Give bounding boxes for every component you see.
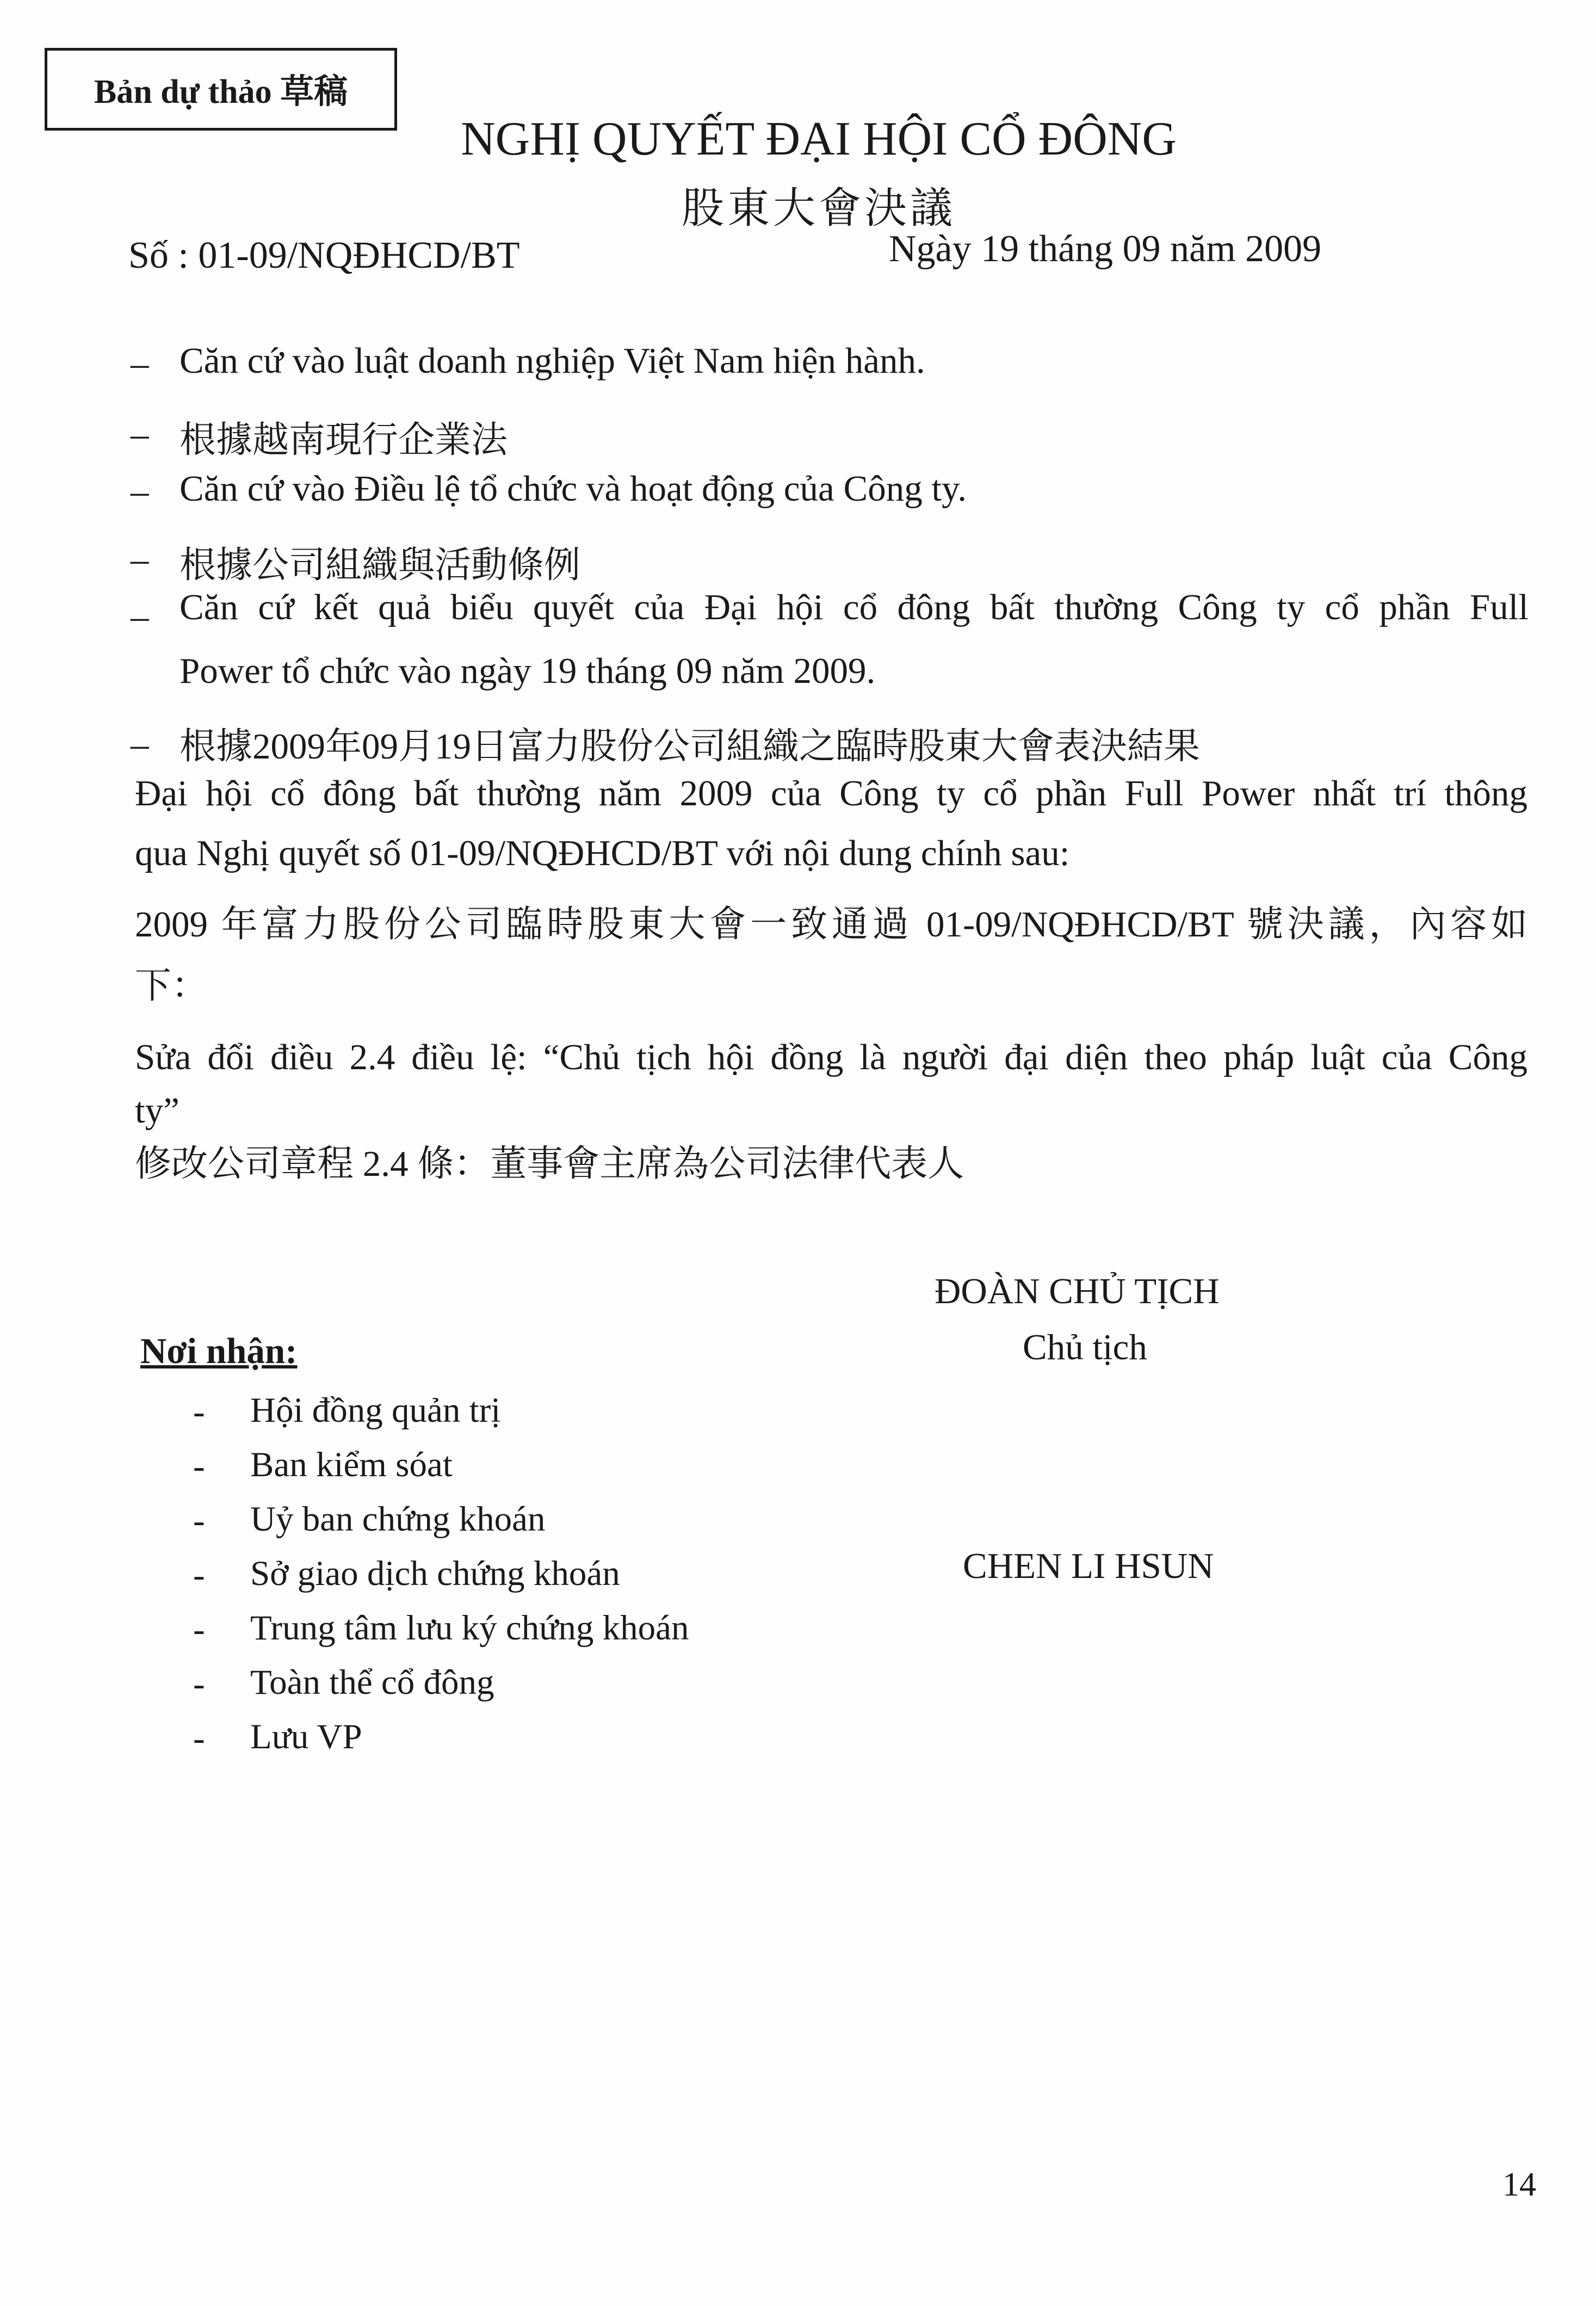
signature-board: ĐOÀN CHỦ TỊCH — [935, 1271, 1220, 1311]
recipient-dash: - — [193, 1610, 205, 1649]
recipients-heading: Nơi nhận: — [140, 1331, 298, 1371]
intro-chinese-continued: 下： — [135, 966, 208, 1006]
resolution-date: Ngày 19 tháng 09 năm 2009 — [889, 228, 1322, 270]
resolution-number: Số : 01-09/NQĐHCD/BT — [128, 235, 520, 276]
basis-item: Căn cứ vào Điều lệ tổ chức và hoạt động của Công ty. — [180, 468, 967, 509]
amendment-vietnamese-continued: ty” — [135, 1090, 180, 1131]
recipient-dash: - — [193, 1556, 205, 1595]
list-dash: – — [131, 414, 149, 454]
basis-item-continued: Power tổ chức vào ngày 19 tháng 09 năm 2009. — [180, 651, 876, 691]
recipient-item: Sở giao dịch chứng khoán — [250, 1554, 620, 1593]
draft-label: Bản dự thảo 草稿 — [45, 48, 397, 131]
signature-name: CHEN LI HSUN — [963, 1546, 1214, 1586]
intro-vietnamese-continued: qua Nghị quyết số 01-09/NQĐHCD/BT với nội dung chính sau: — [135, 833, 1070, 873]
recipient-dash: - — [193, 1392, 205, 1432]
list-dash: – — [131, 539, 149, 579]
recipient-dash: - — [193, 1501, 205, 1540]
list-dash: – — [131, 343, 149, 384]
basis-item: 根據公司組織與活動條例 — [180, 545, 580, 585]
recipient-dash: - — [193, 1447, 205, 1486]
signature-role: Chủ tịch — [1023, 1327, 1147, 1367]
intro-chinese: 2009 年富力股份公司臨時股東大會一致通過 01-09/NQĐHCD/BT 號決議，內容如 — [135, 904, 1527, 945]
recipient-item: Lưu VP — [250, 1717, 362, 1756]
basis-item: 根據越南現行企業法 — [180, 420, 508, 460]
basis-item: Căn cứ kết quả biểu quyết của Đại hội cổ đông bất thường Công ty cổ phần Full — [180, 587, 1529, 627]
list-dash: – — [131, 724, 149, 764]
amendment-vietnamese: Sửa đổi điều 2.4 điều lệ: “Chủ tịch hội đồng là người đại diện theo pháp luật của Công — [135, 1037, 1527, 1077]
amendment-chinese: 修改公司章程 2.4 條：董事會主席為公司法律代表人 — [135, 1144, 964, 1184]
recipient-dash: - — [193, 1719, 205, 1758]
page-number: 14 — [1502, 2166, 1536, 2203]
intro-vietnamese: Đại hội cổ đông bất thường năm 2009 của Công ty cổ phần Full Power nhất trí thông — [135, 773, 1527, 813]
recipient-item: Toàn thể cổ đông — [250, 1663, 494, 1702]
list-dash: – — [131, 596, 149, 637]
recipient-item: Uỷ ban chứng khoán — [250, 1500, 546, 1539]
title-chinese: 股東大會決議 — [681, 184, 956, 232]
recipient-item: Ban kiểm sóat — [250, 1445, 453, 1484]
basis-item: 根據2009年09月19日富力股份公司組織之臨時股東大會表決結果 — [180, 726, 1200, 767]
title-vietnamese: NGHỊ QUYẾT ĐẠI HỘI CỔ ĐÔNG — [461, 113, 1177, 165]
recipient-dash: - — [193, 1664, 205, 1704]
list-dash: – — [131, 471, 149, 511]
recipient-item: Hội đồng quản trị — [250, 1391, 501, 1430]
basis-item: Căn cứ vào luật doanh nghiệp Việt Nam hiện hành. — [180, 341, 925, 381]
recipient-item: Trung tâm lưu ký chứng khoán — [250, 1608, 689, 1648]
